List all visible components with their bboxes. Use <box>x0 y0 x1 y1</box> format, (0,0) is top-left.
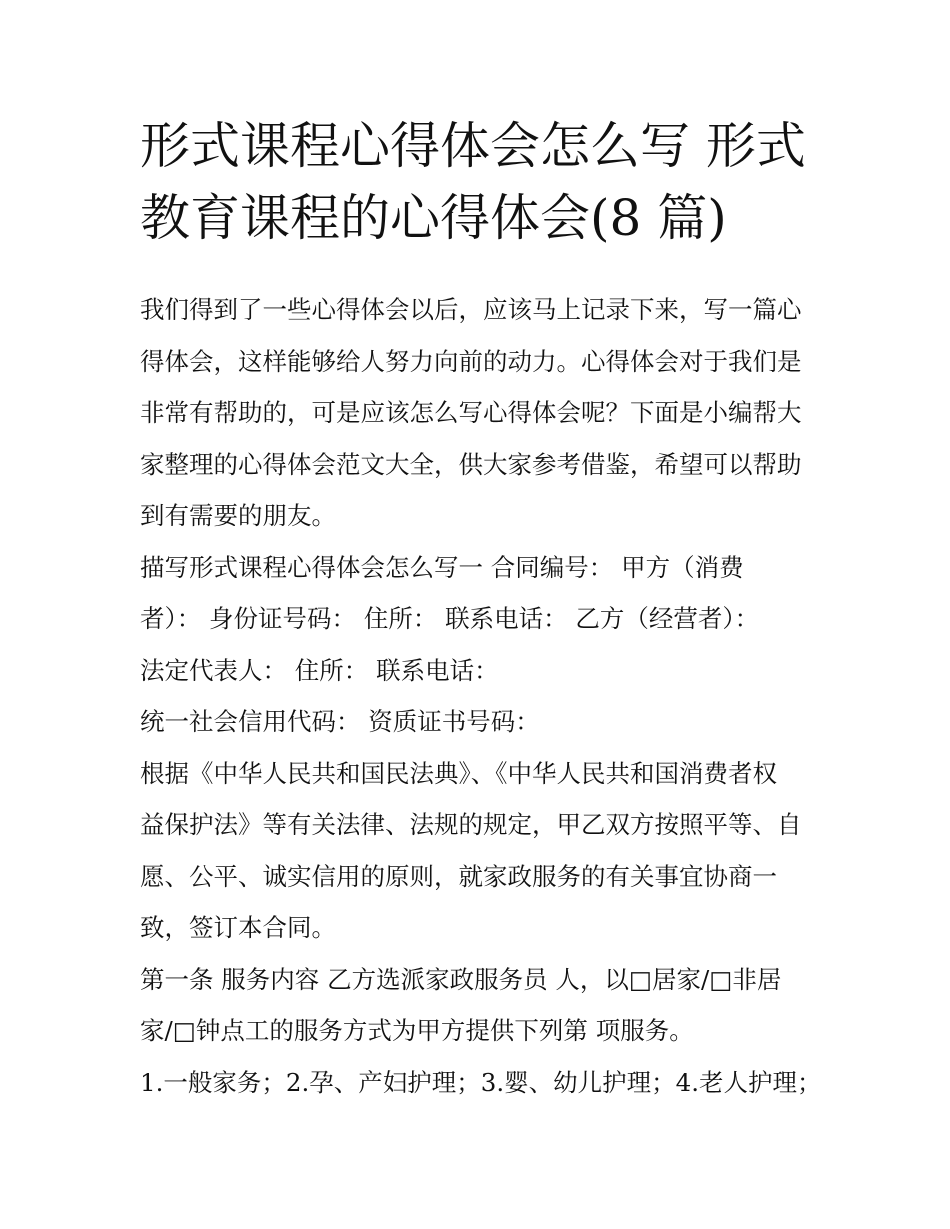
contract-header-paragraph <box>140 542 820 697</box>
text-line: 根据《中华人民共和国民法典》、《中华人民共和国消费者权 <box>140 758 777 788</box>
text-line: 统一社会信用代码： 资质证书号码： <box>140 707 540 736</box>
text-line: 得体会，这样能够给人努力向前的动力。心得体会对于我们是 <box>140 346 802 376</box>
text-line: 者）： 身份证号码： 住所： 联系电话： 乙方（经营者）： <box>140 604 760 633</box>
credit-code-paragraph <box>140 696 820 748</box>
text-line: 1.一般家务；2.孕、产妇护理；3.婴、幼儿护理；4.老人护理； <box>140 1067 822 1097</box>
document-body <box>140 284 820 1108</box>
text-line: 到有需要的朋友。 <box>140 501 336 530</box>
title-line: 教育课程的心得体会(8 篇) <box>140 189 727 247</box>
text-line: 法定代表人： 住所： 联系电话： <box>140 655 499 685</box>
intro-paragraph <box>140 284 820 542</box>
text-line: 我们得到了一些心得体会以后，应该马上记录下来，写一篇心 <box>140 295 802 324</box>
title-line: 形式课程心得体会怎么写 形式 <box>140 117 806 175</box>
article-one-paragraph <box>140 954 820 1057</box>
text-line: 致，签订本合同。 <box>140 913 336 942</box>
text-line: 第一条 服务内容 乙方选派家政服务员 人，以□居家/□非居 <box>140 964 782 994</box>
text-line: 益保护法》等有关法律、法规的规定，甲乙双方按照平等、自 <box>140 810 802 839</box>
text-line: 愿、公平、诚实信用的原则，就家政服务的有关事宜协商一 <box>140 861 777 891</box>
text-line: 非常有帮助的，可是应该怎么写心得体会呢？下面是小编帮大 <box>140 398 802 427</box>
text-line: 描写形式课程心得体会怎么写一 合同编号： 甲方（消费 <box>140 552 744 582</box>
text-line: 家/□钟点工的服务方式为甲方提供下列第 项服务。 <box>140 1016 694 1045</box>
document-title <box>140 110 820 254</box>
document-page <box>140 110 820 1108</box>
text-line: 家整理的心得体会范文大全，供大家参考借鉴，希望可以帮助 <box>140 449 802 479</box>
service-list-paragraph <box>140 1057 820 1109</box>
legal-basis-paragraph <box>140 748 820 954</box>
